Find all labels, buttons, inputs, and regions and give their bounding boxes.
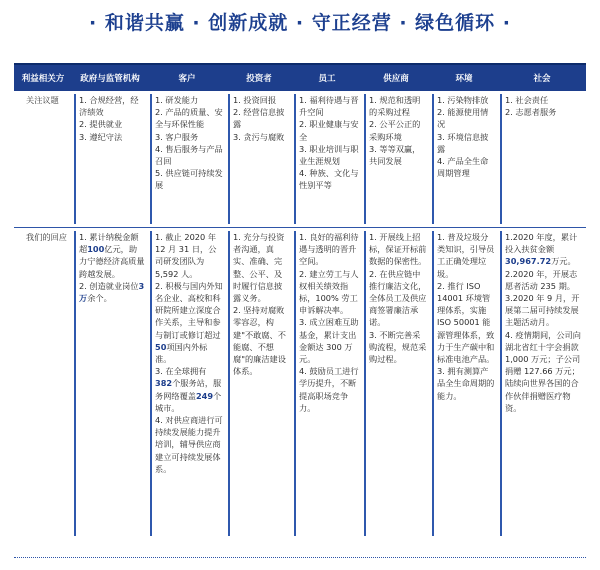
cell-text: 3. 客户服务 (155, 131, 199, 142)
cell-text: 1. 截止 2020 年 12 月 31 日，公司研发团队为 5,592 人。 (155, 232, 217, 279)
cell-text: 4. 疫情期间，公司向湖北省红十字会捐款 1,000 万元；子公司捐赠 127.66 万元；陆续向世界各国的合作伙伴捐赠医疗物资。 (505, 329, 581, 413)
cell-text: 3. 职业培训与职业生涯规划 (299, 143, 359, 167)
cell-text: 1. 福利待遇与晋升空间 (299, 95, 359, 118)
cell-content (294, 231, 359, 536)
title-banner (0, 0, 600, 42)
cell-text: 4. 对供应商进行可持续发展能力提升培训，辅导供应商建立可持续发展体系。 (155, 415, 223, 474)
row-label: 我们的回应 (14, 228, 72, 540)
header-customers: 客户 (148, 64, 226, 91)
cell-line (233, 106, 289, 130)
cell-content (228, 94, 289, 224)
cell-line (437, 280, 495, 365)
cell-text: 1. 社会责任 (505, 95, 549, 105)
cell-line (369, 329, 427, 366)
cell-text: 2. 公平公正的采购环境 (369, 119, 421, 142)
cell-line (155, 280, 223, 365)
cell-text: 个城市。 (155, 390, 222, 413)
cell-line (369, 143, 427, 167)
cell-text: 万元。 (551, 256, 576, 267)
cell-line (155, 365, 223, 414)
cell-line (233, 304, 289, 377)
cell-text: 2. 提供就业 (79, 119, 123, 130)
stakeholder-table (14, 63, 586, 539)
cell-content (500, 94, 583, 224)
table-cell (226, 228, 292, 540)
cell-content (432, 94, 495, 224)
cell-text: 5. 供应链可持续发展 (155, 168, 223, 191)
header-investors: 投资者 (226, 64, 292, 91)
cell-text: 项国内外标准。 (155, 341, 208, 365)
cell-text: 3. 成立困难互助基金，累计支出金额达 300 万元。 (299, 317, 359, 365)
cell-line (299, 118, 359, 142)
table-cell (430, 91, 498, 228)
cell-text: 3. 贪污与腐败 (233, 131, 285, 142)
cell-text: 2. 产品的质量、安全与环保性能 (155, 107, 223, 130)
cell-text: 2. 经营信息披露 (233, 107, 285, 130)
cell-line (299, 365, 359, 414)
cell-line (233, 94, 289, 106)
cell-line (369, 268, 427, 329)
cell-text: 2. 志愿者服务 (505, 107, 557, 118)
cell-line (505, 106, 583, 118)
cell-line (155, 167, 223, 191)
cell-content (500, 231, 583, 536)
cell-line (155, 143, 223, 167)
cell-line (79, 94, 145, 118)
cell-content (228, 231, 289, 536)
cell-line (369, 231, 427, 268)
cell-text: 1. 规范和透明的采购过程 (369, 95, 421, 118)
table-cell (72, 228, 148, 540)
table-cell (362, 91, 430, 228)
cell-line (505, 268, 583, 292)
cell-line (299, 143, 359, 167)
cell-text: 2. 建立劳工与人权相关绩效指标，100% 劳工申诉解决率。 (299, 268, 359, 316)
cell-line (155, 131, 223, 143)
cell-line (155, 231, 223, 280)
cell-line (505, 231, 583, 268)
cell-text: 个服务站，服务网络覆盖 (155, 378, 222, 401)
table-header-row (14, 64, 586, 91)
highlight-number: 249 (195, 390, 214, 401)
cell-line (299, 94, 359, 118)
cell-line (505, 94, 583, 106)
cell-text: 4. 产品全生命周期管理 (437, 156, 489, 179)
table-cell (226, 91, 292, 228)
table-bottom-rule (14, 557, 586, 558)
header-society: 社会 (498, 64, 586, 91)
table-cell (292, 228, 362, 540)
cell-text: 1. 普及垃圾分类知识，引导员工正确处理垃圾。 (437, 232, 495, 279)
table-row (14, 91, 586, 228)
row-label: 关注议题 (14, 91, 72, 228)
header-environment: 环境 (430, 64, 498, 91)
cell-line (437, 94, 495, 106)
cell-line (79, 231, 145, 280)
table-cell (430, 228, 498, 540)
cell-text: 2. 能源使用情况 (437, 107, 489, 130)
cell-text: 2. 推行 ISO 14001 环境管理体系，实施 ISO 50001 能源管理体系，致力于生产碳中和标准电池产品。 (437, 280, 495, 365)
cell-text: 1. 累计纳税金额超 (79, 232, 139, 255)
cell-text: 3. 等等双赢，共同发展 (369, 143, 421, 167)
cell-text: 4. 鼓励员工进行学历提升，不断提高职场竞争力。 (299, 366, 359, 413)
cell-text: 1. 合规经营，经济绩效 (79, 95, 139, 118)
cell-line (437, 231, 495, 280)
cell-line (155, 94, 223, 106)
cell-content (150, 231, 223, 536)
cell-content (74, 94, 145, 224)
cell-text: 1.2020 年度，累计投入扶贫金额 (505, 232, 578, 255)
cell-line (233, 231, 289, 304)
highlight-number: 100 (87, 244, 105, 255)
cell-text: 2. 职业健康与安全 (299, 119, 359, 142)
cell-line (299, 268, 359, 317)
cell-line (155, 106, 223, 130)
cell-text: 1. 污染物排放 (437, 95, 489, 105)
cell-text: 3.2020 年 9 月，开展第二届可持续发展主题活动月。 (505, 293, 580, 328)
table-cell (148, 228, 226, 540)
highlight-number: 30,967.72 (505, 256, 552, 267)
cell-line (299, 231, 359, 268)
table-cell (362, 228, 430, 540)
cell-content (74, 231, 145, 536)
table-cell (72, 91, 148, 228)
cell-text: 3. 遵纪守法 (79, 131, 123, 142)
cell-line (437, 106, 495, 130)
highlight-number: 3 万 (79, 280, 145, 304)
cell-line (299, 167, 359, 191)
cell-text: 3. 拥有测算产品全生命周期的能力。 (437, 366, 495, 401)
cell-text: 1. 良好的福利待遇与透明的晋升空间。 (299, 232, 359, 267)
cell-content (432, 231, 495, 536)
cell-line (155, 414, 223, 475)
cell-content (294, 94, 359, 224)
highlight-number: 382 (155, 378, 173, 389)
cell-line (299, 316, 359, 365)
cell-text: 1. 开展线上招标，保证开标前数据的保密性。 (369, 232, 427, 267)
table-cell (292, 91, 362, 228)
cell-line (233, 131, 289, 143)
table-cell (148, 91, 226, 228)
cell-text: 2. 创造就业岗位 (79, 280, 139, 291)
cell-text: 2. 坚持对腐败零容忍，构建"不敢腐、不能腐、不想腐"的廉洁建设体系。 (233, 305, 286, 377)
cell-line (79, 280, 145, 304)
cell-text: 2. 积极与国内外知名企业、高校和科研院所建立深度合作关系，主导和参与制订或修订超过 (155, 280, 223, 340)
cell-text: 4. 种族、文化与性别平等 (299, 168, 359, 191)
cell-line (437, 155, 495, 179)
table-row (14, 228, 586, 540)
table-cell (498, 228, 586, 540)
highlight-number: 50 (155, 341, 167, 352)
cell-text: 亿元，助力宁德经济高质量跨越发展。 (79, 244, 145, 279)
header-government: 政府与监管机构 (72, 64, 148, 91)
cell-text: 1. 充分与投资者沟通，真实、准确、完整、公平、及时履行信息披露义务。 (233, 232, 285, 304)
cell-text: 3. 环境信息披露 (437, 131, 489, 154)
cell-line (505, 292, 583, 329)
cell-text: 1. 投资回报 (233, 95, 277, 105)
cell-text: 余个。 (87, 293, 112, 304)
cell-text: 2.2020 年，开展志愿者活动 235 期。 (505, 268, 578, 291)
cell-line (369, 94, 427, 118)
cell-text: 1. 研发能力 (155, 95, 199, 105)
cell-text: 3. 不断完善采购流程，规范采购过程。 (369, 329, 427, 365)
cell-line (79, 131, 145, 143)
cell-text: 3. 在全球拥有 (155, 366, 207, 377)
cell-line (505, 329, 583, 414)
banner-text: · 和谐共赢 · 创新成就 · 守正经营 · 绿色循环 · (88, 11, 511, 34)
table-cell (498, 91, 586, 228)
cell-line (369, 118, 427, 142)
header-stakeholder: 利益相关方 (14, 64, 72, 91)
header-suppliers: 供应商 (362, 64, 430, 91)
cell-line (437, 365, 495, 402)
cell-line (437, 131, 495, 155)
cell-content (150, 94, 223, 224)
cell-content (364, 94, 427, 224)
cell-content (364, 231, 427, 536)
cell-text: 4. 售后服务与产品召回 (155, 143, 223, 167)
cell-line (79, 118, 145, 130)
cell-text: 2. 在供应链中推行廉洁文化，全体员工及供应商签署廉洁承诺。 (369, 268, 427, 328)
header-employees: 员工 (292, 64, 362, 91)
